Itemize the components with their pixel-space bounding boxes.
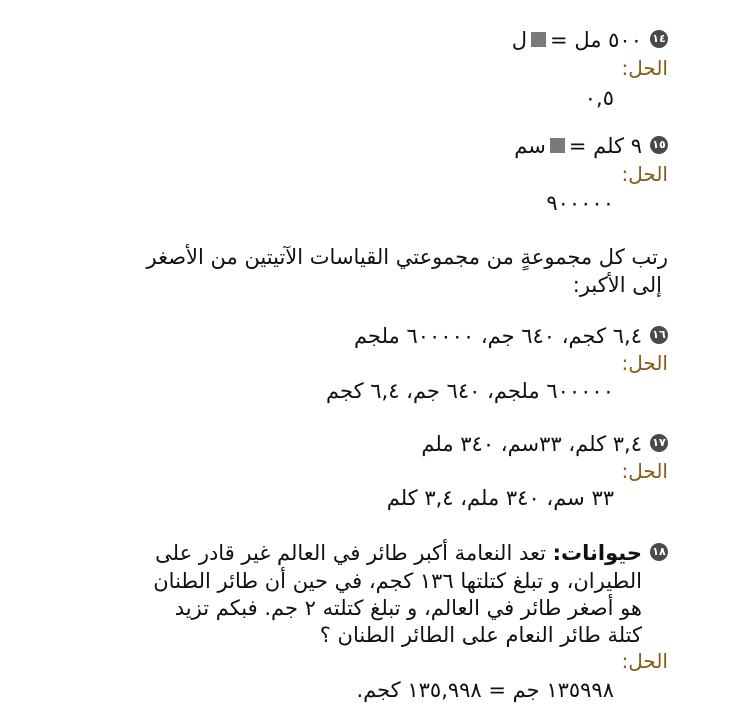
question-number-badge: ١٨ [650, 543, 668, 561]
question-15 [514, 132, 668, 160]
question-18-line-2: الطيران، و تبلغ كتلتها ١٣٦ كجم، في حين أن طائر الطنان [153, 569, 642, 593]
blank-box-icon [531, 32, 546, 47]
solution-label: الحل: [621, 56, 668, 80]
topic-label: حيوانات: [552, 541, 642, 565]
question-16-text: ٦,٤ كجم، ٦٤٠ جم، ٦٠٠٠٠٠ ملجم [354, 324, 642, 348]
question-17-text: ٣,٤ كلم، ٣٣سم، ٣٤٠ ملم [421, 432, 642, 456]
question-14-part-b: ل [511, 28, 528, 52]
solution-label: الحل: [621, 649, 668, 673]
solution-label: الحل: [621, 162, 668, 186]
question-15-part-b: سم [514, 134, 546, 158]
solution-label: الحل: [621, 351, 668, 375]
question-number-badge: ١٤ [650, 30, 668, 48]
answer-14: ٠,٥ [584, 86, 614, 110]
question-18-line-1 [155, 539, 668, 567]
question-number-badge: ١٥ [650, 136, 668, 154]
question-14-part-a: ٥٠٠ مل = [550, 28, 642, 52]
solution-label: الحل: [621, 459, 668, 483]
answer-17: ٣٣ سم، ٣٤٠ ملم، ٣,٤ كلم [386, 486, 614, 510]
question-18-line-3: هو أصغر طائر في العالم، و تبلغ كتلته ٢ جم. فبكم تزيد [174, 596, 642, 620]
question-18-line-4: كتلة طائر النعام على الطائر الطنان ؟ [319, 623, 642, 647]
question-14 [512, 26, 668, 54]
instruction-line-1: رتب كل مجموعةٍ من مجموعتي القياسات الآتيتين من الأصغر [146, 245, 668, 269]
question-number-badge: ١٧ [650, 434, 668, 452]
answer-15: ٩٠٠٠٠٠ [546, 191, 614, 215]
question-15-part-a: ٩ كلم = [568, 134, 642, 158]
question-number-badge: ١٦ [650, 326, 668, 344]
question-17 [421, 430, 668, 458]
answer-18: ١٣٥٩٩٨ جم = ١٣٥,٩٩٨ كجم. [356, 678, 614, 702]
question-18-text-1: تعد النعامة أكبر طائر في العالم غير قادر على [155, 541, 546, 565]
answer-16: ٦٠٠٠٠٠ ملجم، ٦٤٠ جم، ٦,٤ كجم [326, 379, 614, 403]
instruction-line-2: إلى الأكبر: [572, 273, 662, 297]
question-16 [354, 322, 668, 350]
blank-box-icon [550, 138, 565, 153]
